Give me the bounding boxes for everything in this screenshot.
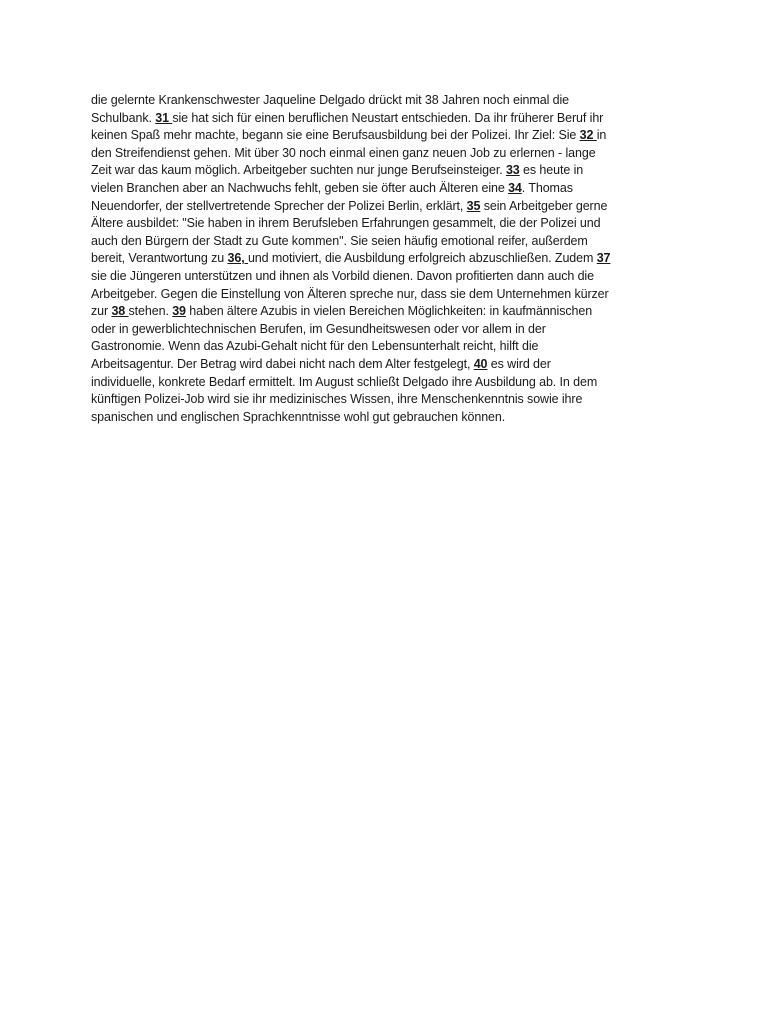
- text-segment: Neuendorfer, der stellvertretende Sprecher der Polizei Berlin, erklärt,: [91, 198, 467, 213]
- text-line: [91, 321, 691, 339]
- text-line: [91, 180, 691, 198]
- text-line: [91, 110, 691, 128]
- text-segment: sie hat sich für einen beruflichen Neustart entschieden. Da ihr früherer Beruf ihr: [172, 110, 604, 125]
- text-segment: auch den Bürgern der Stadt zu Gute kommen". Sie seien häufig emotional reifer, außerdem: [91, 233, 588, 248]
- text-line: [91, 145, 691, 163]
- text-line: [91, 286, 691, 304]
- text-line: [91, 92, 691, 110]
- text-line: [91, 250, 691, 268]
- text-segment: Gastronomie. Wenn das Azubi-Gehalt nicht für den Lebensunterhalt reicht, hilft die: [91, 339, 539, 354]
- text-line: [91, 268, 691, 286]
- text-segment: den Streifendienst gehen. Mit über 30 noch einmal einen ganz neuen Job zu erlernen - lange: [91, 145, 596, 160]
- gap-number: 34: [508, 180, 522, 195]
- text-line: [91, 303, 691, 321]
- text-segment: spanischen und englischen Sprachkenntnisse wohl gut gebrauchen können.: [91, 409, 506, 424]
- text-segment: es heute in: [519, 163, 584, 178]
- text-segment: Zeit war das kaum möglich. Arbeitgeber suchten nur junge Berufseinsteiger.: [91, 163, 506, 178]
- gap-number: 31: [155, 110, 173, 125]
- gap-number: 36,: [227, 251, 248, 266]
- text-segment: individuelle, konkrete Bedarf ermittelt. Im August schließt Delgado ihre Ausbildung ab. In dem: [91, 374, 598, 389]
- text-segment: in: [596, 128, 607, 143]
- text-segment: . Thomas: [521, 180, 573, 195]
- text-line: [91, 162, 691, 180]
- text-segment: oder in gewerblichtechnischen Berufen, im Gesundheitswesen oder vor allem in der: [91, 321, 546, 336]
- text-segment: es wird der: [487, 356, 551, 371]
- text-line: [91, 127, 691, 145]
- gap-number: 33: [505, 163, 520, 178]
- text-segment: sie die Jüngeren unterstützen und ihnen als Vorbild dienen. Davon profitierten dann auch die: [91, 268, 594, 283]
- text-line: [91, 374, 691, 392]
- text-segment: die gelernte Krankenschwester Jaqueline Delgado drückt mit 38 Jahren noch einmal die: [91, 93, 569, 107]
- text-segment: stehen.: [128, 304, 173, 319]
- text-segment: vielen Branchen aber an Nachwuchs fehlt, geben sie öfter auch Älteren eine: [91, 180, 509, 195]
- text-segment: und motiviert, die Ausbildung erfolgreich abzuschließen. Zudem: [247, 251, 597, 266]
- text-segment: künftigen Polizei-Job wird sie ihr medizinisches Wissen, ihre Menschenkenntnis sowie ihre: [91, 392, 583, 407]
- gap-number: 35: [466, 198, 481, 213]
- text-segment: haben ältere Azubis in vielen Bereichen Möglichkeiten: in kaufmännischen: [185, 304, 593, 319]
- text-line: [91, 198, 691, 216]
- text-segment: Arbeitgeber. Gegen die Einstellung von Älteren spreche nur, dass sie dem Unternehmen kürzer: [91, 286, 609, 301]
- text-line: [91, 215, 691, 233]
- text-line: [91, 356, 691, 374]
- text-line: [91, 409, 691, 427]
- text-line: [91, 233, 691, 251]
- gap-number: 39: [172, 304, 186, 319]
- gap-number: 37: [596, 251, 611, 266]
- gap-number: 38: [111, 304, 129, 319]
- body-paragraph: [91, 92, 691, 426]
- text-segment: Arbeitsagentur. Der Betrag wird dabei nicht nach dem Alter festgelegt,: [91, 356, 474, 371]
- text-segment: zur: [91, 304, 112, 319]
- text-segment: sein Arbeitgeber gerne: [480, 198, 608, 213]
- text-line: [91, 391, 691, 409]
- text-segment: bereit, Verantwortung zu: [91, 251, 228, 266]
- text-segment: keinen Spaß mehr machte, begann sie eine Berufsausbildung bei der Polizei. Ihr Ziel: Sie: [91, 128, 580, 143]
- gap-number: 32: [579, 128, 597, 143]
- text-line: [91, 338, 691, 356]
- text-segment: Schulbank.: [91, 110, 156, 125]
- text-segment: Ältere ausbildet: "Sie haben in ihrem Berufsleben Erfahrungen gesammelt, die der Polizei und: [91, 216, 601, 231]
- gap-number: 40: [473, 356, 488, 371]
